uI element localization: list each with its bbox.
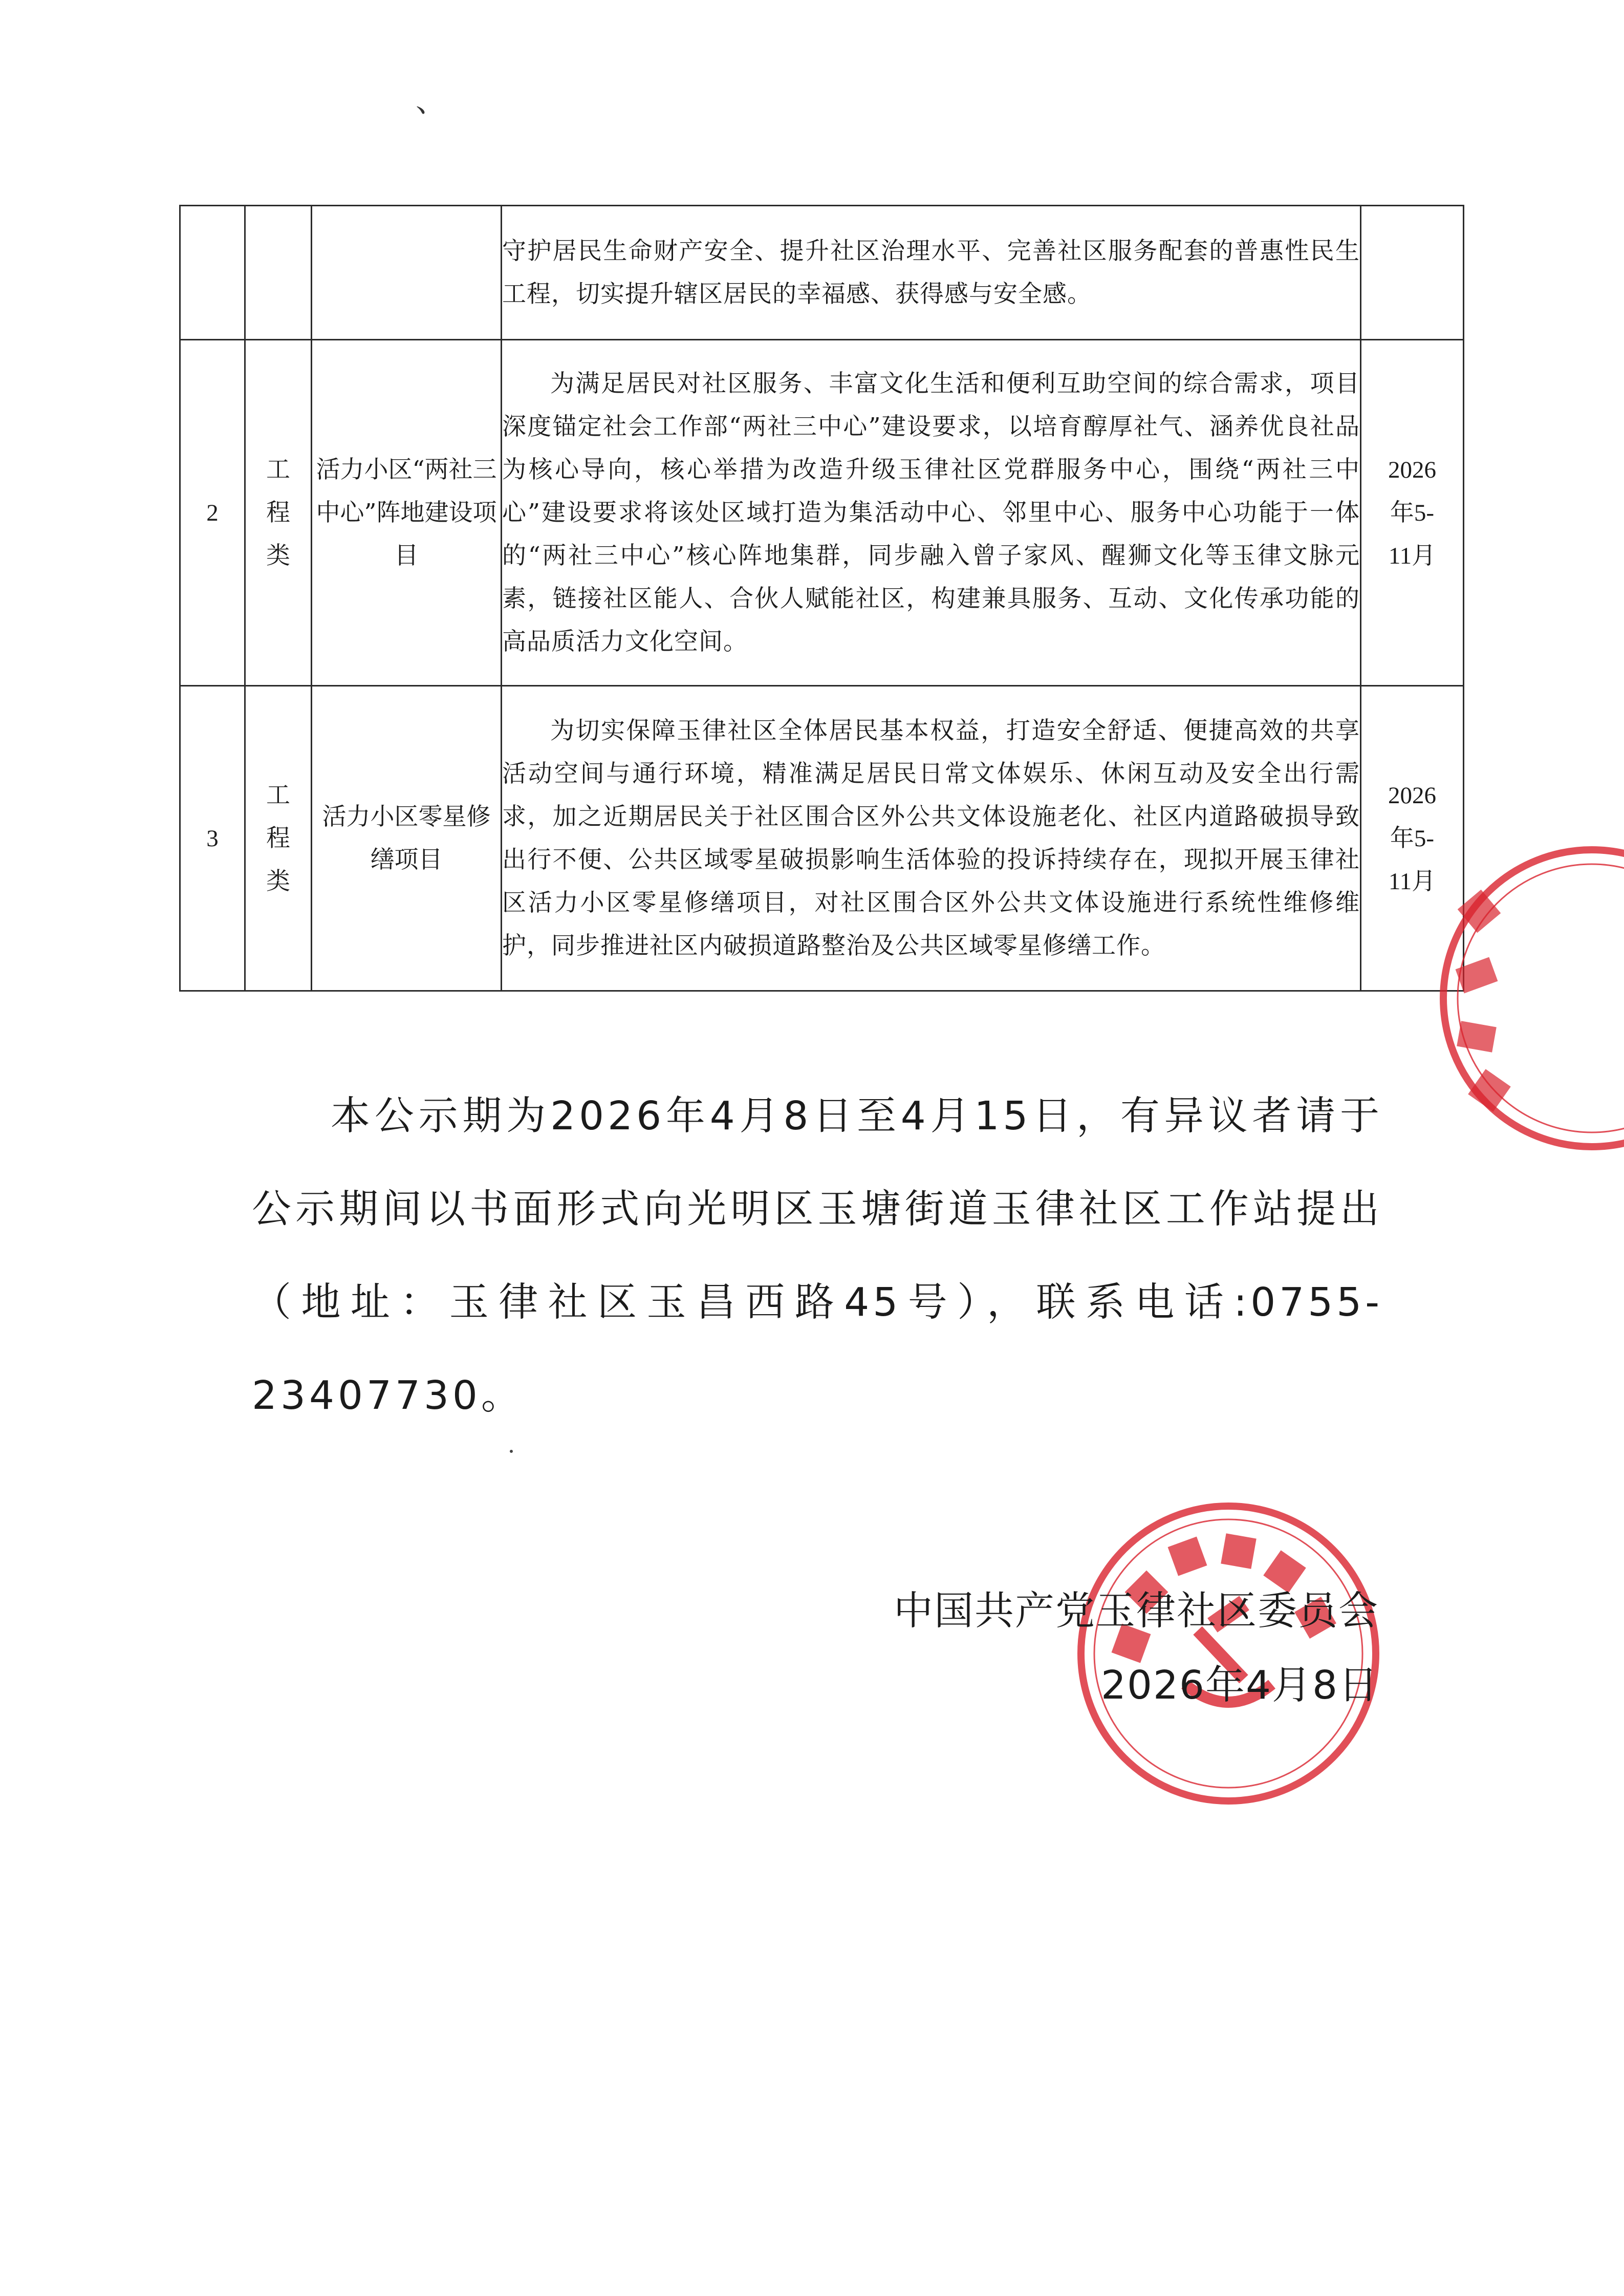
row-time-cell [1361, 340, 1464, 686]
row-type-cell [245, 340, 312, 686]
table-row [180, 340, 1464, 686]
row-type: 工程类 [266, 455, 290, 570]
notice-paragraph [252, 1070, 1383, 1443]
row-number-cell [180, 206, 245, 340]
row-description: 守护居民生命财产安全、提升社区治理水平、完善社区服务配套的普惠性民生工程，切实提升辖区居民的幸福感、获得感与安全感。 [502, 237, 1360, 308]
row-type-cell [245, 686, 312, 991]
row-description: 为切实保障玉律社区全体居民基本权益，打造安全舒适、便捷高效的共享活动空间与通行环境，精准满足居民日常文体娱乐、休闲互动及安全出行需求，加之近期居民关于社区围合区外公共文体设施老化、社区内道路破损导致出行不便、公共区域零星破损影响生活体验的投诉持续存在，现拟开展玉律社区活力小区零星修缮项目，对社区围合区外公共文体设施进行系统性维修维护，同步推进社区内破损道路整治及公共区域零星修缮工作。 [502, 716, 1360, 960]
seal-stamp-edge [1428, 834, 1624, 1162]
top-mark: 、 [416, 83, 446, 119]
stray-dot [510, 1450, 513, 1453]
row-name-cell [312, 206, 502, 340]
row-description-cell [502, 686, 1361, 991]
row-description-cell [502, 340, 1361, 686]
row-description: 为满足居民对社区服务、丰富文化生活和便利互助空间的综合需求，项目深度锚定社会工作部“两社三中心”建设要求，以培育醇厚社气、涵养优良社品为核心导向，核心举措为改造升级玉律社区党群服务中心，围绕“两社三中心”建设要求将该处区域打造为集活动中心、邻里中心、服务中心功能于一体的“两社三中心”核心阵地集群，同步融入曾子家风、醒狮文化等玉律文脉元素，链接社区能人、合伙人赋能社区，构建兼具服务、互动、文化传承功能的高品质活力文化空间。 [502, 369, 1360, 656]
issue-date: 2026年4月8日 [1101, 1663, 1379, 1708]
row-name: 活力小区零星修缮项目 [312, 686, 502, 991]
row-number: 2 [180, 340, 245, 686]
row-description-cell [502, 206, 1361, 340]
table-row [180, 686, 1464, 991]
row-type-cell [245, 206, 312, 340]
row-name: 活力小区“两社三中心”阵地建设项目 [312, 340, 502, 686]
issuing-organization: 中国共产党玉律社区委员会 [894, 1589, 1379, 1634]
project-table [179, 205, 1464, 992]
row-time-cell [1361, 206, 1464, 340]
row-time: 2026年5-11月 [1388, 782, 1436, 895]
table-row [180, 206, 1464, 340]
row-number: 3 [180, 686, 245, 991]
row-time: 2026年5-11月 [1388, 456, 1436, 569]
notice-text: 本公示期为2026年4月8日至4月15日，有异议者请于公示期间以书面形式向光明区玉塘街道玉律社区工作站提出（地址：玉律社区玉昌西路45号），联系电话:0755-23407730。 [252, 1093, 1383, 1419]
row-type: 工程类 [266, 781, 290, 895]
